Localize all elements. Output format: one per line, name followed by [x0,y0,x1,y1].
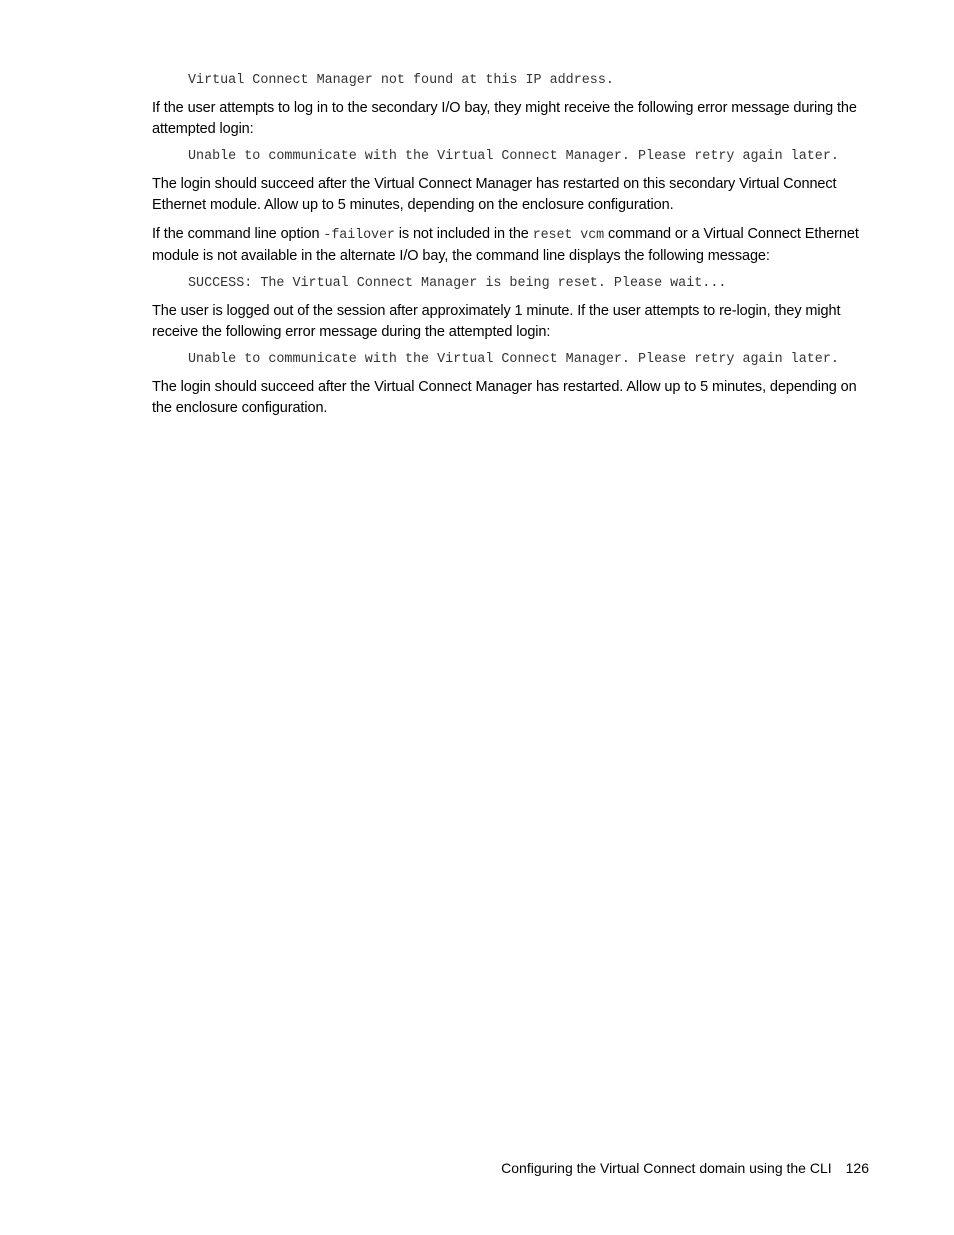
paragraph-secondary-login: If the user attempts to log in to the secondary I/O bay, they might receive the following error message during the attempted login: [152,100,857,137]
text-segment: command or a Virtual Connect Ethernet module is not available in the alternate I/O bay, the command line displays the following message: [152,226,859,264]
paragraph-login-succeed-secondary: The login should succeed after the Virtual Connect Manager has restarted on this secondary Virtual Connect Ethernet module. Allow up to 5 minutes, depending on the enclosure configuration. [152,176,837,213]
code-block-unable-communicate: Unable to communicate with the Virtual Connect Manager. Please retry again later. [188,149,839,164]
code-block-not-found: Virtual Connect Manager not found at this IP address. [188,73,614,88]
page-number: 126 [845,1160,869,1176]
inline-code-failover: -failover [323,228,395,243]
paragraph-logged-out: The user is logged out of the session after approximately 1 minute. If the user attempts to re-login, they might receive the following error message during the attempted login: [152,303,841,340]
code-block-unable-communicate-2: Unable to communicate with the Virtual Connect Manager. Please retry again later. [188,352,839,367]
footer-title: Configuring the Virtual Connect domain using the CLI [501,1160,832,1176]
code-block-success-reset: SUCCESS: The Virtual Connect Manager is being reset. Please wait... [188,276,727,291]
page-footer [501,1158,869,1178]
inline-code-reset-vcm: reset vcm [532,228,605,243]
text-segment: is not included in the [394,226,533,242]
document-body [152,72,870,427]
text-segment: If the command line option [152,226,324,242]
paragraph-login-succeed: The login should succeed after the Virtual Connect Manager has restarted. Allow up to 5 minutes, depending on the enclosure configuration. [152,379,857,416]
paragraph-failover-option [152,224,870,267]
